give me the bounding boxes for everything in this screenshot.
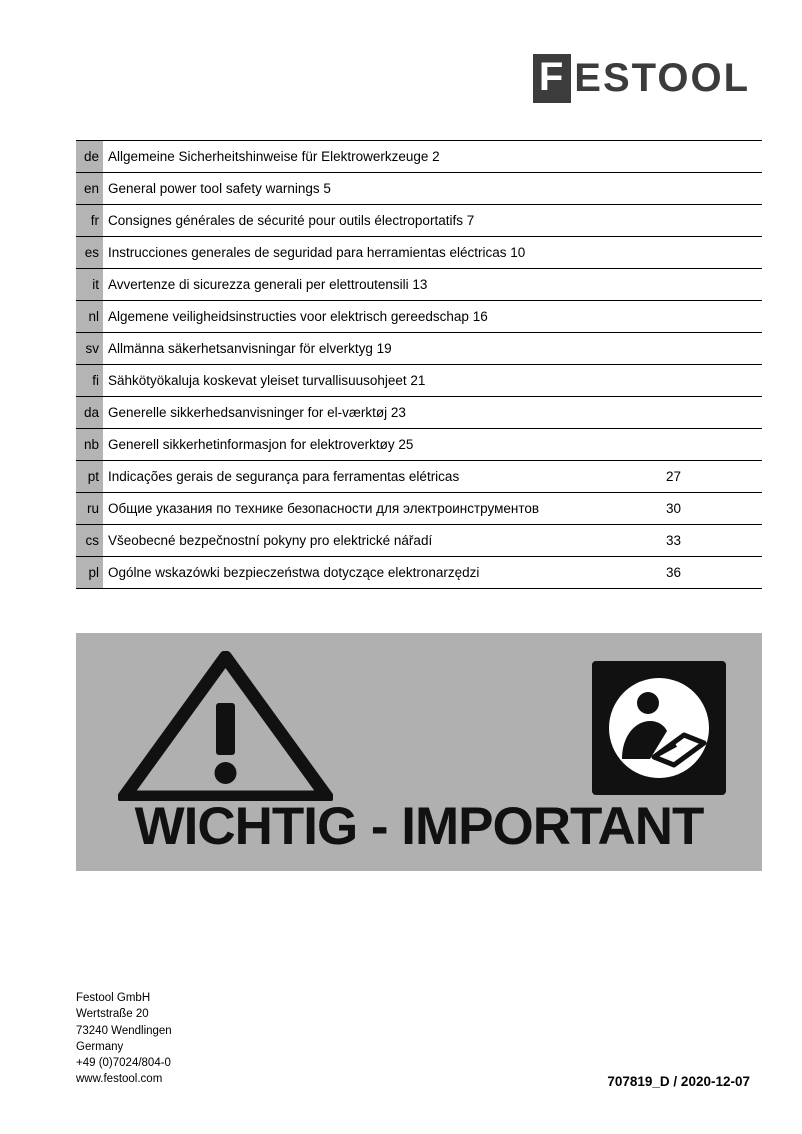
entry-page: 27 (666, 469, 682, 484)
language-code: en (76, 173, 103, 204)
entry-title: Instrucciones generales de seguridad para herramientas eléctricas 10 (108, 245, 526, 260)
read-manual-icon (592, 661, 726, 795)
entry-page (642, 397, 762, 428)
table-of-contents (76, 140, 762, 589)
table-row (76, 397, 762, 429)
table-row (76, 493, 762, 525)
entry-page (642, 269, 762, 300)
language-code: sv (76, 333, 103, 364)
entry-page (642, 365, 762, 396)
entry-title: General power tool safety warnings 5 (108, 181, 331, 196)
logo-wordmark: ESTOOL (574, 56, 750, 100)
entry-page (642, 301, 762, 332)
language-code: de (76, 141, 103, 172)
entry-page: 33 (666, 533, 682, 548)
entry-title: Consignes générales de sécurité pour outils électroportatifs 7 (108, 213, 475, 228)
table-row (76, 205, 762, 237)
table-row (76, 173, 762, 205)
table-row (76, 269, 762, 301)
language-code: it (76, 269, 103, 300)
table-row (76, 333, 762, 365)
table-row (76, 557, 762, 589)
entry-page (642, 173, 762, 204)
language-code: es (76, 237, 103, 268)
language-code: nb (76, 429, 103, 460)
city-address: 73240 Wendlingen (76, 1024, 172, 1037)
entry-title: Indicações gerais de segurança para ferramentas elétricas (108, 469, 460, 484)
entry-title: Všeobecné bezpečnostní pokyny pro elektrické nářadí (108, 533, 433, 548)
website-url[interactable]: www.festool.com (76, 1073, 163, 1086)
table-row (76, 525, 762, 557)
festool-logo (533, 54, 750, 103)
entry-title: Ogólne wskazówki bezpieczeństwa dotyczące elektronarzędzi (108, 565, 480, 580)
document-code: 707819_D / 2020-12-07 (607, 1074, 750, 1089)
entry-page: 36 (666, 565, 682, 580)
language-code: da (76, 397, 103, 428)
entry-page (642, 333, 762, 364)
language-code: ru (76, 493, 103, 524)
company-name: Festool GmbH (76, 992, 151, 1004)
entry-title: Общие указания по технике безопасности для электроинструментов (108, 501, 540, 516)
entry-page (642, 141, 762, 172)
language-code: fr (76, 205, 103, 236)
language-code: pt (76, 461, 103, 492)
language-code: cs (76, 525, 103, 556)
phone-number: +49 (0)7024/804-0 (76, 1057, 171, 1070)
footer-address (76, 990, 172, 1088)
entry-title: Algemene veiligheidsinstructies voor elektrisch gereedschap 16 (108, 309, 488, 324)
language-code: pl (76, 557, 103, 588)
entry-page (642, 237, 762, 268)
entry-title: Generell sikkerhetinformasjon for elektroverktøy 25 (108, 437, 414, 452)
logo-f-mark: F (533, 54, 571, 103)
table-row (76, 237, 762, 269)
entry-title: Allmänna säkerhetsanvisningar för elverktyg 19 (108, 341, 392, 356)
entry-title: Allgemeine Sicherheitshinweise für Elektrowerkzeuge 2 (108, 149, 440, 164)
table-row (76, 301, 762, 333)
table-row (76, 461, 762, 493)
warning-text: WICHTIG - IMPORTANT (134, 797, 704, 856)
entry-page (642, 429, 762, 460)
entry-title: Sähkötyökaluja koskevat yleiset turvallisuusohjeet 21 (108, 373, 426, 388)
warning-triangle-icon (118, 651, 333, 801)
important-warning-panel (76, 633, 762, 871)
table-row (76, 365, 762, 397)
entry-title: Avvertenze di sicurezza generali per elettroutensili 13 (108, 277, 428, 292)
table-row (76, 429, 762, 461)
street-address: Wertstraße 20 (76, 1008, 149, 1021)
entry-page (642, 205, 762, 236)
entry-title: Generelle sikkerhedsanvisninger for el-værktøj 23 (108, 405, 406, 420)
country-address: Germany (76, 1040, 124, 1053)
language-code: fi (76, 365, 103, 396)
entry-page: 30 (666, 501, 682, 516)
table-row (76, 141, 762, 173)
language-code: nl (76, 301, 103, 332)
